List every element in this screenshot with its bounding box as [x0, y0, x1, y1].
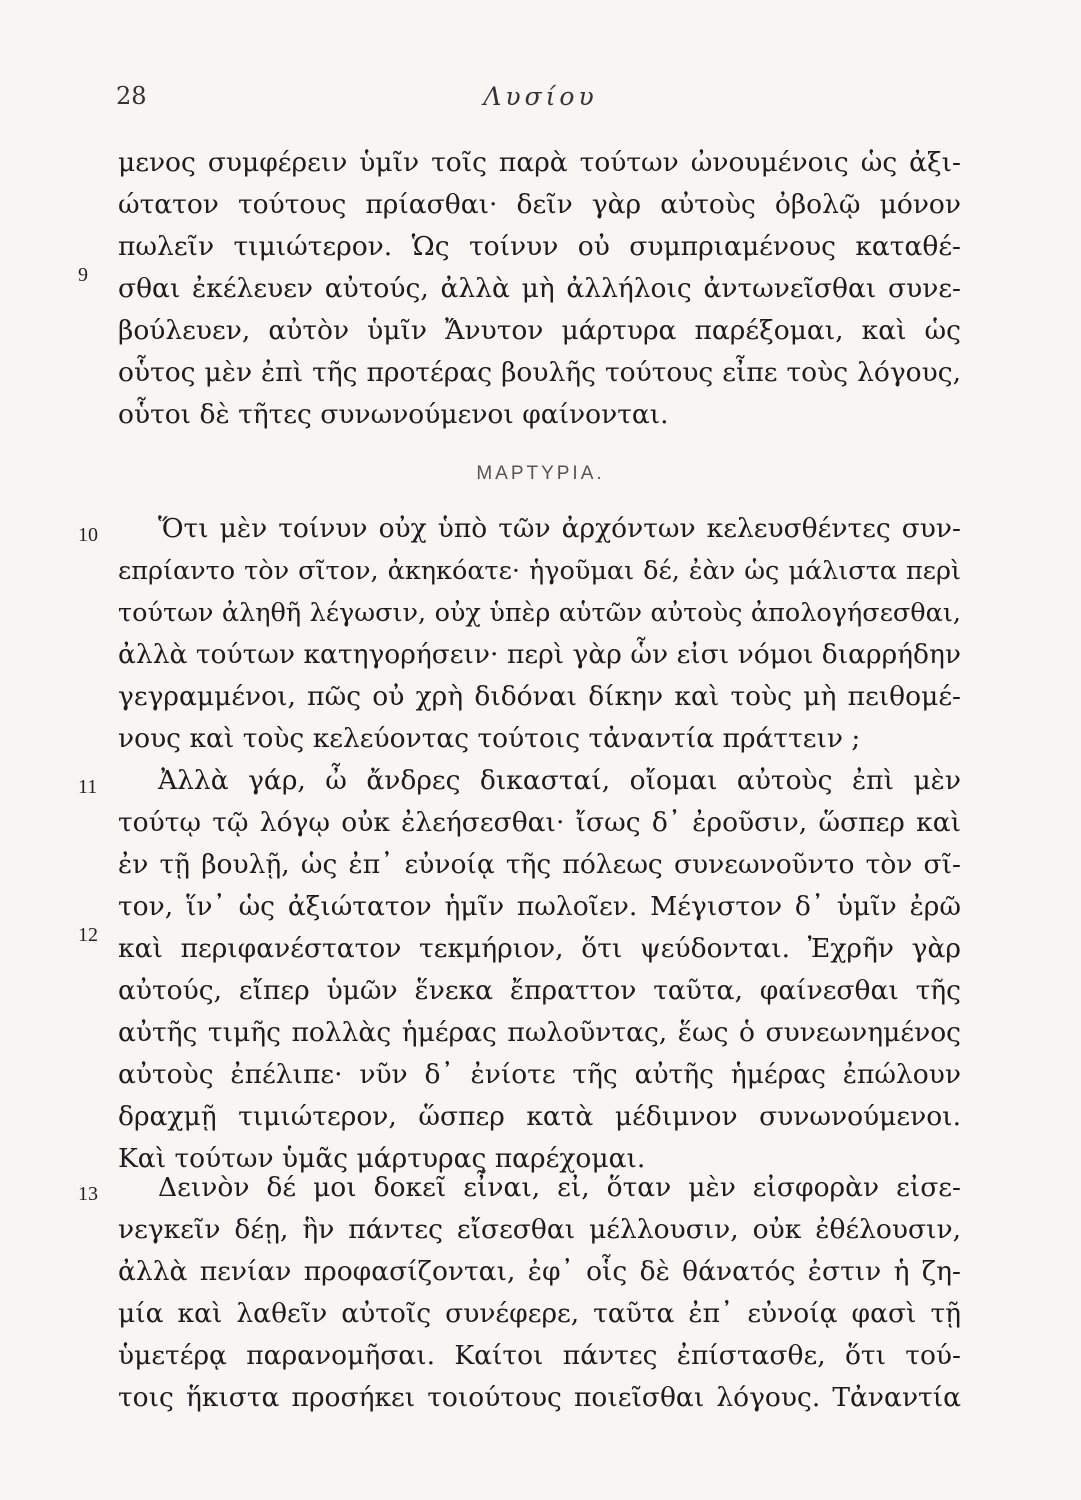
text-line: αὐτούς, εἴπερ ὑμῶν ἕνεκα ἔπραττον ταῦτα, φαίνεσθαι τῆς [118, 975, 961, 1006]
text-line: βούλευεν, αὐτὸν ὑμῖν Ἄνυτον μάρτυρα παρέξομαι, καὶ ὡς [118, 315, 961, 346]
text-line: ἀλλὰ πενίαν προφασίζονται, ἐφ᾽ οἷς δὲ θάνατός ἐστιν ἡ ζη- [118, 1256, 961, 1287]
text-line: τον, ἵν᾽ ὡς ἀξιώτατον ἡμῖν πωλοῖεν. Μέγιστον δ᾽ ὑμῖν ἐρῶ [118, 891, 961, 922]
text-line: τοις ἥκιστα προσήκει τοιούτους ποιεῖσθαι λόγους. Τἀναντία [118, 1382, 961, 1413]
section-number-11: 11 [78, 776, 98, 798]
text-line: νους καὶ τοὺς κελεύοντας τούτοις τἀναντία πράττειν ; [118, 723, 861, 754]
section-number-9: 9 [78, 264, 88, 286]
text-line: ἐν τῇ βουλῇ, ὡς ἐπ᾽ εὐνοίᾳ τῆς πόλεως συνεωνοῦντο τὸν σῖ- [118, 849, 961, 880]
text-line: σθαι ἐκέλευεν αὐτούς, ἀλλὰ μὴ ἀλλήλοις ἀντωνεῖσθαι συνε- [118, 273, 961, 304]
text-line: γεγραμμένοι, πῶς οὐ χρὴ διδόναι δίκην καὶ τοὺς μὴ πειθομέ- [118, 681, 961, 712]
text-line: αὐτῆς τιμῆς πολλὰς ἡμέρας πωλοῦντας, ἕως ὁ συνεωνημένος [118, 1017, 961, 1048]
page-number: 28 [116, 82, 147, 110]
text-line: μία καὶ λαθεῖν αὐτοῖς συνέφερε, ταῦτα ἐπ᾽ εὐνοίᾳ φασὶ τῇ [118, 1298, 961, 1329]
section-heading: ΜΑΡΤΥΡΙΑ. [476, 463, 605, 484]
text-line: οὗτος μὲν ἐπὶ τῆς προτέρας βουλῆς τούτους εἶπε τοὺς λόγους, [118, 357, 961, 388]
section-number-12: 12 [78, 924, 98, 946]
page-header [0, 82, 1081, 122]
text-line: ἀλλὰ τούτων κατηγορήσειν· περὶ γὰρ ὧν εἰσι νόμοι διαρρήδην [118, 639, 961, 670]
text-line: ώτατον τούτους πρίασθαι· δεῖν γὰρ αὐτοὺς ὀβολῷ μόνον [118, 189, 961, 220]
text-line: μενος συμφέρειν ὑμῖν τοῖς παρὰ τούτων ὠνουμένοις ὡς ἀξι- [118, 147, 961, 178]
text-line: αὐτοὺς ἐπέλιπε· νῦν δ᾽ ἐνίοτε τῆς αὐτῆς ἡμέρας ἐπώλουν [118, 1059, 961, 1090]
text-line: Καὶ τούτων ὑμᾶς μάρτυρας παρέχομαι. [118, 1143, 646, 1174]
text-line: τούτῳ τῷ λόγῳ οὐκ ἐλεήσεσθαι· ἴσως δ᾽ ἐροῦσιν, ὥσπερ καὶ [118, 807, 961, 838]
text-line: Δεινὸν δέ μοι δοκεῖ εἶναι, εἰ, ὅταν μὲν εἰσφορὰν εἰσε- [158, 1172, 961, 1203]
text-line: καὶ περιφανέστατον τεκμήριον, ὅτι ψεύδονται. Ἐχρῆν γὰρ [118, 933, 961, 964]
running-title: Λυσίου [483, 82, 598, 111]
text-line: οὗτοι δὲ τῆτες συνωνούμενοι φαίνονται. [118, 399, 669, 430]
text-line: επρίαντο τὸν σῖτον, ἀκηκόατε· ἡγοῦμαι δέ, ἐὰν ὡς μάλιστα περὶ [118, 556, 961, 586]
text-line: πωλεῖν τιμιώτερον. Ὡς τοίνυν οὐ συμπριαμένους καταθέ- [118, 231, 961, 262]
section-number-10: 10 [78, 524, 98, 546]
text-line: ὑμετέρᾳ παρανομῆσαι. Καίτοι πάντες ἐπίστασθε, ὅτι τού- [118, 1340, 961, 1371]
text-line: νεγκεῖν δέῃ, ἣν πάντες εἴσεσθαι μέλλουσιν, οὐκ ἐθέλουσιν, [118, 1214, 961, 1245]
section-number-13: 13 [78, 1183, 98, 1205]
text-line: τούτων ἀληθῆ λέγωσιν, οὐχ ὑπὲρ αὑτῶν αὐτοὺς ἀπολογήσεσθαι, [118, 598, 961, 628]
text-line: δραχμῇ τιμιώτερον, ὥσπερ κατὰ μέδιμνον συνωνούμενοι. [118, 1101, 961, 1132]
text-line: Ὅτι μὲν τοίνυν οὐχ ὑπὸ τῶν ἀρχόντων κελευσθέντες συν- [158, 513, 961, 544]
text-line: Ἀλλὰ γάρ, ὦ ἄνδρες δικασταί, οἴομαι αὐτοὺς ἐπὶ μὲν [158, 765, 961, 796]
